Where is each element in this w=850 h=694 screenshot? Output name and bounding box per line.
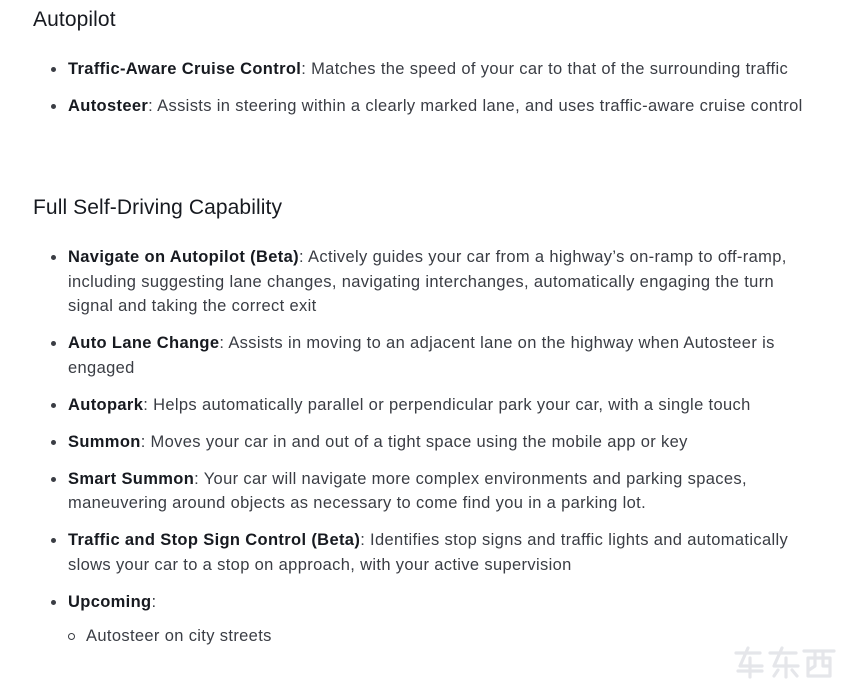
list-item — [0, 94, 850, 119]
feature-description: : Moves your car in and out of a tight space using the mobile app or key — [140, 432, 688, 451]
section-heading-autopilot: Autopilot — [33, 8, 116, 31]
autopilot-feature-list — [0, 57, 850, 131]
feature-description: : Helps automatically parallel or perpendicular park your car, with a single touch — [143, 395, 751, 414]
feature-description: : Identifies stop signs and traffic lights and automatically slows your car to a stop on approach, with your active supervision — [68, 531, 789, 574]
feature-name: Upcoming — [68, 592, 152, 611]
feature-description: : Matches the speed of your car to that of the surrounding traffic — [301, 60, 789, 78]
list-item — [0, 528, 850, 577]
list-item — [0, 245, 850, 319]
list-item — [0, 393, 850, 418]
feature-name: Auto Lane Change — [68, 334, 220, 352]
list-item — [0, 467, 850, 516]
feature-name: Traffic-Aware Cruise Control — [68, 60, 302, 78]
feature-description: : Your car will navigate more complex environments and parking spaces, maneuvering around objects as necessary to come find you in a parking lot. — [68, 469, 747, 512]
list-item — [0, 590, 850, 649]
list-item — [0, 331, 850, 380]
feature-name: Traffic and Stop Sign Control (Beta) — [68, 531, 361, 549]
list-item — [0, 57, 850, 82]
fsd-feature-list — [0, 245, 850, 661]
feature-description: : Assists in moving to an adjacent lane on the highway when Autosteer is engaged — [68, 334, 775, 377]
feature-description: : — [151, 592, 157, 611]
list-item — [0, 430, 850, 455]
upcoming-sublist — [68, 624, 822, 649]
feature-description: : Actively guides your car from a highway’s on-ramp to off-ramp, including suggesting lane changes, navigating interchanges, automatically engaging the turn signal and taking the correct exit — [68, 248, 787, 315]
sub-list-item: Autosteer on city streets — [68, 624, 822, 649]
feature-name: Summon — [68, 432, 141, 451]
watermark-logo — [730, 644, 838, 680]
feature-name: Smart Summon — [68, 469, 195, 488]
feature-name: Navigate on Autopilot (Beta) — [68, 248, 300, 266]
feature-name: Autopark — [68, 395, 144, 414]
section-heading-full-self-driving: Full Self-Driving Capability — [33, 196, 283, 219]
feature-description: : Assists in steering within a clearly marked lane, and uses traffic-aware cruise control — [148, 97, 803, 115]
feature-name: Autosteer — [68, 97, 149, 115]
